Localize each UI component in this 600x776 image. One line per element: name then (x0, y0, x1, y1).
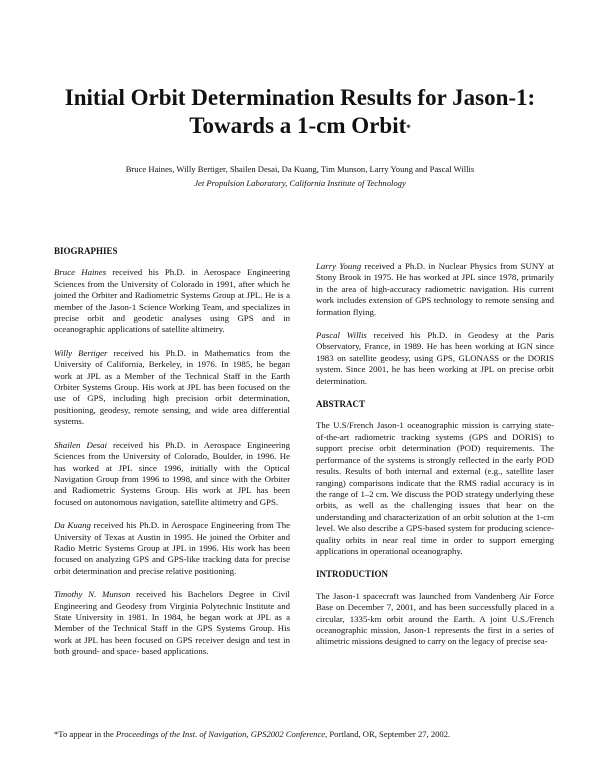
bio-name: Shailen Desai (54, 439, 107, 450)
bio-name: Willy Bertiger (54, 347, 108, 358)
right-column (316, 261, 554, 660)
author-list: Bruce Haines, Willy Bertiger, Shailen Desai, Da Kuang, Tim Munson, Larry Young and Pascal Willis (125, 164, 475, 174)
left-column (54, 246, 290, 670)
footnote-prefix: *To appear in the (54, 729, 116, 739)
bio-paragraph (54, 589, 290, 657)
bio-paragraph (54, 348, 290, 428)
bio-text: received his Ph.D. in Aerospace Engineering Sciences from the University of Colorado in 1991, after which he joined the Orbiter and Radiometric Systems Group at JPL. He is a member of the Jason-1 Science Working Team, and specializes in precise orbit and geodetic analyses using GPS and in oceanographic applications of satellite altimetry. (54, 267, 290, 335)
abstract-heading: ABSTRACT (316, 399, 366, 410)
introduction-paragraph: The Jason-1 spacecraft was launched from Vandenberg Air Force Base on December 7, 2001, and has been successfully placed in a circular, 1335-km orbit around the Earth. A joint U.S./French oceanographic mission, Jason-1 represents the first in a series of altimetric missions designed to carry on the legacy of precise sea- (316, 590, 554, 647)
bio-paragraph (54, 440, 290, 508)
bio-text: received his Ph.D. in Mathematics from the University of California, Berkeley, in 1976. In 1985, he began work at JPL as a Member of the Technical Staff in the Earth Orbiter Systems Group. His work at JPL has been focused on the use of GPS, including high precision orbit determination, positioning, geodesy, remote sensing, and wide area differential systems. (54, 347, 290, 427)
bio-paragraph (316, 261, 554, 318)
bio-name: Pascal Willis (316, 330, 367, 341)
bio-text: received a Ph.D. in Nuclear Physics from SUNY at Stony Brook in 1975. He has worked at JPL since 1978, primarily in the area of high-accuracy radiometric navigation. His current work includes extension of GPS technology to remote sensing and formation flying. (316, 261, 555, 317)
bio-paragraph (54, 267, 290, 335)
bio-paragraph (316, 330, 554, 387)
paper-title (0, 84, 600, 140)
bio-text: received his Ph.D. in Geodesy at the Paris Observatory, France, in 1989. He has been working at IGN since 1983 on satellite geodesy, using GPS, GLONASS or the DORIS system. Since 2001, he has been working at JPL on precise orbit determination. (316, 330, 554, 386)
bio-text: received his Ph.D. in Aerospace Engineering from The University of Texas at Austin in 1995. He joined the Orbiter and Radio Metric Systems Group at JPL in 1996. His work has been focused on analyzing GPS and GPS-like tracking data for precise orbit determination and precise relative positioning. (54, 520, 290, 576)
title-footnote-marker: * (406, 123, 411, 133)
bio-paragraph (54, 520, 290, 577)
title-line-2-text: Towards a 1-cm Orbit (189, 113, 407, 138)
affiliation: Jet Propulsion Laboratory, California Institute of Technology (194, 178, 406, 188)
introduction-heading: INTRODUCTION (316, 569, 389, 580)
bio-name: Larry Young (316, 261, 362, 271)
biographies-heading: BIOGRAPHIES (54, 246, 118, 256)
title-line-2 (0, 112, 600, 140)
footnote-proceedings: Proceedings of the Inst. of Navigation, GPS2002 Conference (115, 729, 326, 739)
bio-text: received his Ph.D. in Aerospace Engineering Sciences from the University of Colorado, Boulder, in 1996. He has worked at JPL since 1996, initially with the Optical Navigation Group from 1996 to 1998, and since with the Orbiter and Radiometric Systems Group. His work at JPL has been focused on autonomous navigation, satellite altimetry and GPS. (54, 439, 290, 507)
bio-name: Timothy N. Munson (54, 589, 131, 600)
abstract-paragraph: The U.S/French Jason-1 oceanographic mission is carrying state-of-the-art radiometric tracking systems (GPS and DORIS) to support precise orbit determination (POD) requirements. The performance of the systems is strongly reflected in the early POD results. Results of both internal and external (e.g., satellite laser ranging) comparisons indicate that the RMS radial accuracy is in the range of 1–2 cm. We discuss the POD strategy underlying these orbits, as well as the challenging issues that bear on the understanding and characterization of an orbit solution at the 1-cm level. We also describe a GPS-based system for producing science-quality orbits in near real time in order to support emerging applications in operational oceanography. (316, 420, 554, 556)
bio-name: Da Kuang (54, 520, 91, 531)
footnote-suffix: , Portland, OR, September 27, 2002. (325, 729, 451, 739)
bio-name: Bruce Haines (54, 267, 107, 278)
title-line-1: Initial Orbit Determination Results for Jason-1: (64, 85, 536, 110)
footnote (54, 729, 574, 740)
bio-text: received his Bachelors Degree in Civil Engineering and Geodesy from Virginia Polytechnic Institute and State University in 1981. In 1984, he began work at JPL as a Member of the Technical Staff in the GPS Systems Group. His work at JPL has been focused on GPS receiver design and test in both ground- and space- based applications. (54, 589, 290, 657)
